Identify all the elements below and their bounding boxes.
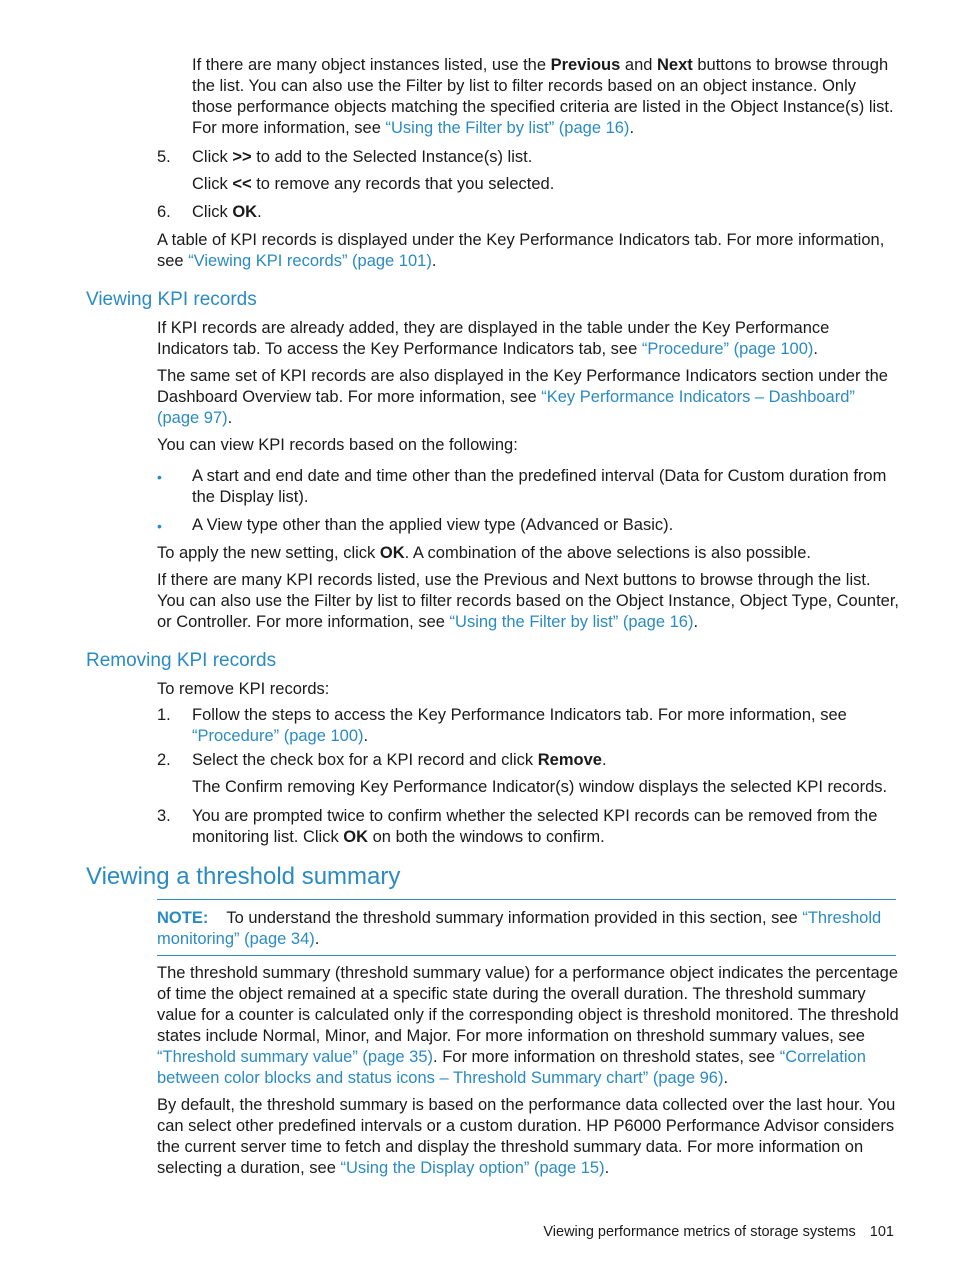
link-procedure[interactable]: “Procedure” (page 100) — [641, 340, 814, 358]
step-number: 2. — [157, 751, 171, 769]
text: . — [813, 340, 818, 358]
text: . — [629, 119, 635, 137]
text: buttons to browse through the list. You can also use the Filter by list to filter records based on an object instance. Only those performance objects matching the specified criteria are listed in the Object Instance(s) list. For more information, see — [192, 56, 894, 137]
text: . — [693, 613, 699, 631]
step-number: 3. — [157, 807, 171, 825]
note-bottom-rule — [157, 955, 896, 956]
paragraph-threshold-summary — [157, 963, 899, 1089]
text: to add to the Selected Instance(s) list. — [251, 148, 533, 166]
text: A table of KPI records is displayed under the Key Performance Indicators tab. For more information, see — [157, 231, 885, 270]
step-5-sub — [192, 174, 899, 195]
text: . — [723, 1069, 729, 1087]
heading-threshold-summary: Viewing a threshold summary — [86, 863, 401, 890]
remove-step-2-sub: The Confirm removing Key Performance Indicator(s) window displays the selected KPI records. — [192, 778, 888, 796]
link-viewing-kpi-records[interactable]: “Viewing KPI records” (page 101) — [188, 252, 432, 270]
step-5 — [192, 147, 899, 168]
text: To understand the threshold summary information provided in this section, see — [226, 909, 803, 927]
heading-viewing-kpi-records: Viewing KPI records — [86, 289, 257, 310]
paragraph-many-kpi — [157, 570, 899, 633]
paragraph-view-based-on: You can view KPI records based on the following: — [157, 436, 518, 454]
ok-keyword: OK — [379, 544, 405, 562]
link-filter-by-list[interactable]: “Using the Filter by list” (page 16) — [449, 613, 694, 631]
heading-removing-kpi-records: Removing KPI records — [86, 650, 277, 671]
link-kpi-dashboard[interactable]: “Key Performance Indicators – Dashboard” (page 97) — [157, 388, 855, 427]
paragraph-prev-next — [192, 55, 899, 139]
note-top-rule — [157, 899, 896, 900]
note-label: NOTE: — [157, 909, 209, 927]
link-filter-by-list[interactable]: “Using the Filter by list” (page 16) — [385, 119, 630, 137]
paragraph-kpi-added — [157, 318, 899, 360]
paragraph-remove-intro: To remove KPI records: — [157, 680, 330, 698]
remove-keyword: Remove — [537, 751, 602, 769]
footer-title: Viewing performance metrics of storage systems — [543, 1224, 856, 1240]
text: Click — [192, 148, 233, 166]
text: . — [314, 930, 320, 948]
text: . — [604, 1159, 610, 1177]
text: and — [620, 56, 658, 74]
add-symbol: >> — [232, 148, 252, 166]
page-footer — [543, 1222, 894, 1243]
text: Click — [192, 203, 233, 221]
paragraph-apply-setting — [157, 543, 899, 564]
text: . A combination of the above selections is also possible. — [404, 544, 811, 562]
list-item: A View type other than the applied view type (Advanced or Basic). — [192, 516, 674, 534]
link-display-option[interactable]: “Using the Display option” (page 15) — [340, 1159, 605, 1177]
text: By default, the threshold summary is based on the performance data collected over the last hour. You can select other predefined intervals or a custom duration. HP P6000 Performance Advisor considers the current server time to fetch and display the threshold summary data. For more information on selecting a duration, see — [157, 1096, 896, 1177]
page-number: 101 — [869, 1224, 894, 1240]
paragraph-dashboard — [157, 366, 899, 429]
text: To apply the new setting, click — [157, 544, 380, 562]
bullet-icon: • — [157, 518, 162, 534]
text: Click — [192, 175, 233, 193]
remove-step-2 — [192, 750, 899, 771]
text: Select the check box for a KPI record and click — [192, 751, 538, 769]
text: The threshold summary (threshold summary value) for a performance object indicates the percentage of time the object remained at a specific state during the overall duration. The threshold summary value for a counter is calculated only if the corresponding object is threshold monitored. The threshold states include Normal, Minor, and Major. For more information on threshold summary values, see — [157, 964, 899, 1045]
text: . For more information on threshold states, see — [433, 1048, 780, 1066]
step-number: 6. — [157, 203, 171, 221]
text: The same set of KPI records are also displayed in the Key Performance Indicators section under the Dashboard Overview tab. For more information, see — [157, 367, 888, 406]
link-threshold-monitoring[interactable]: “Threshold monitoring” (page 34) — [157, 909, 882, 948]
text: If there are many object instances listed, use the — [192, 56, 551, 74]
step-6 — [192, 202, 899, 223]
remove-step-3 — [192, 806, 899, 848]
text: . — [227, 409, 233, 427]
paragraph-kpi-table — [157, 230, 899, 272]
step-number: 1. — [157, 706, 171, 724]
paragraph-default-duration — [157, 1095, 899, 1179]
text: . — [601, 751, 607, 769]
link-threshold-summary-value[interactable]: “Threshold summary value” (page 35) — [157, 1048, 434, 1066]
link-correlation-color-blocks[interactable]: “Correlation between color blocks and status icons – Threshold Summary chart” (page 96) — [157, 1048, 866, 1087]
previous-keyword: Previous — [550, 56, 621, 74]
remove-step-1 — [192, 705, 899, 747]
text: Follow the steps to access the Key Performance Indicators tab. For more information, see — [192, 706, 847, 724]
next-keyword: Next — [657, 56, 693, 74]
text: . — [363, 727, 369, 745]
text: If KPI records are already added, they are displayed in the table under the Key Performance Indicators tab. To access the Key Performance Indicators tab, see — [157, 319, 830, 358]
bullet-icon: • — [157, 469, 162, 485]
ok-keyword: OK — [343, 828, 369, 846]
text: . — [257, 203, 262, 221]
text: on both the windows to confirm. — [368, 828, 605, 846]
step-number: 5. — [157, 148, 171, 166]
text: You are prompted twice to confirm whether the selected KPI records can be removed from the monitoring list. Click — [192, 807, 878, 846]
note-block — [157, 908, 899, 950]
text: If there are many KPI records listed, use the Previous and Next buttons to browse through the list. You can also use the Filter by list to filter records based on the Object Instance, Object Type, Counter, or Controller. For more information, see — [157, 571, 899, 631]
link-procedure[interactable]: “Procedure” (page 100) — [192, 727, 364, 745]
ok-keyword: OK — [232, 203, 258, 221]
text: . — [431, 252, 437, 270]
list-item: A start and end date and time other than the predefined interval (Data for Custom duration from the Display list). — [192, 467, 887, 506]
remove-symbol: << — [232, 175, 252, 193]
text: to remove any records that you selected. — [251, 175, 555, 193]
